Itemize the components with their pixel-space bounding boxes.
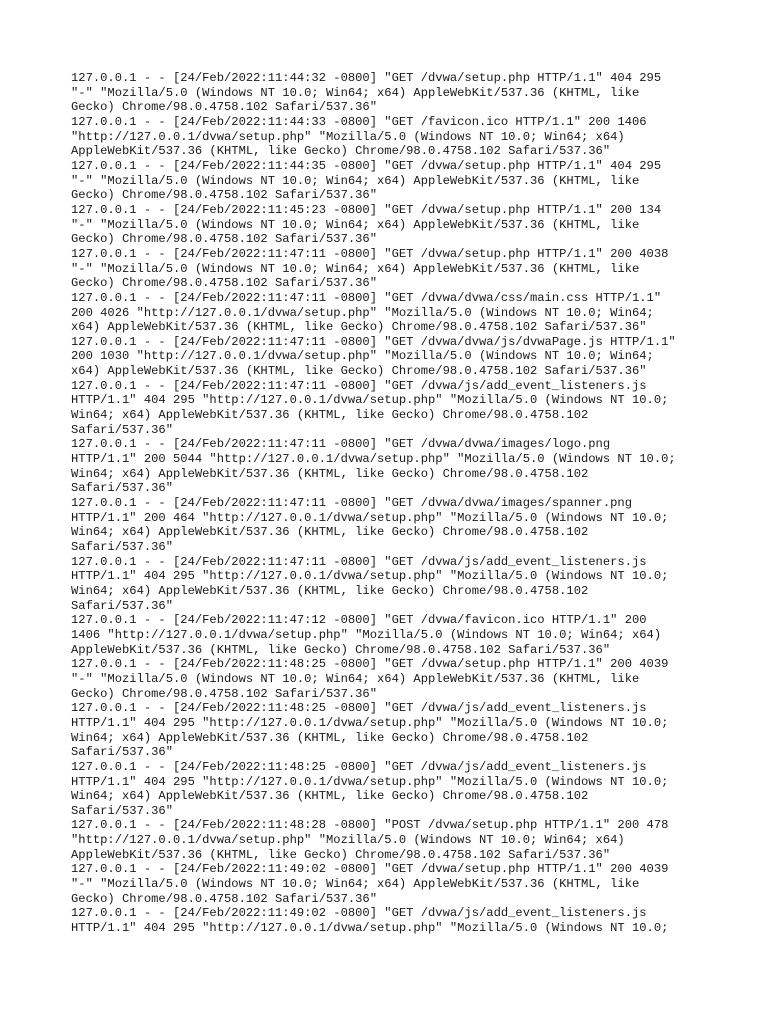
log-line: 127.0.0.1 - - [24/Feb/2022:11:45:23 -0800] "GET /dvwa/setup.php HTTP/1.1" 200 134 xyxy=(71,202,662,217)
log-line: "-" "Mozilla/5.0 (Windows NT 10.0; Win64; x64) AppleWebKit/537.36 (KHTML, like xyxy=(71,877,640,892)
log-line: "http://127.0.0.1/dvwa/setup.php" "Mozilla/5.0 (Windows NT 10.0; Win64; x64) xyxy=(71,833,625,848)
log-line: 127.0.0.1 - - [24/Feb/2022:11:49:02 -0800] "GET /dvwa/js/add_event_listeners.js xyxy=(71,906,647,921)
log-line: HTTP/1.1" 404 295 "http://127.0.0.1/dvwa/setup.php" "Mozilla/5.0 (Windows NT 10.0; xyxy=(71,393,669,408)
log-line: 127.0.0.1 - - [24/Feb/2022:11:47:11 -0800] "GET /dvwa/js/add_event_listeners.js xyxy=(71,554,647,569)
log-line: HTTP/1.1" 404 295 "http://127.0.0.1/dvwa/setup.php" "Mozilla/5.0 (Windows NT 10.0; xyxy=(71,921,669,936)
log-line: 127.0.0.1 - - [24/Feb/2022:11:44:32 -0800] "GET /dvwa/setup.php HTTP/1.1" 404 295 xyxy=(71,71,662,85)
log-line: 127.0.0.1 - - [24/Feb/2022:11:44:33 -0800] "GET /favicon.ico HTTP/1.1" 200 1406 xyxy=(71,114,647,129)
log-line: Win64; x64) AppleWebKit/537.36 (KHTML, like Gecko) Chrome/98.0.4758.102 xyxy=(71,525,589,540)
log-line: Gecko) Chrome/98.0.4758.102 Safari/537.36" xyxy=(71,686,377,701)
log-line: 127.0.0.1 - - [24/Feb/2022:11:47:11 -0800] "GET /dvwa/js/add_event_listeners.js xyxy=(71,378,647,393)
log-line: Safari/537.36" xyxy=(71,422,173,437)
log-line: 127.0.0.1 - - [24/Feb/2022:11:48:25 -0800] "GET /dvwa/js/add_event_listeners.js xyxy=(71,759,647,774)
log-line: HTTP/1.1" 404 295 "http://127.0.0.1/dvwa/setup.php" "Mozilla/5.0 (Windows NT 10.0; xyxy=(71,774,669,789)
log-line: Win64; x64) AppleWebKit/537.36 (KHTML, like Gecko) Chrome/98.0.4758.102 xyxy=(71,789,589,804)
log-line: 127.0.0.1 - - [24/Feb/2022:11:47:11 -0800] "GET /dvwa/dvwa/images/spanner.png xyxy=(71,496,632,511)
log-line: HTTP/1.1" 200 464 "http://127.0.0.1/dvwa/setup.php" "Mozilla/5.0 (Windows NT 10.0; xyxy=(71,510,669,525)
log-line: 200 1030 "http://127.0.0.1/dvwa/setup.php" "Mozilla/5.0 (Windows NT 10.0; Win64; xyxy=(71,349,654,364)
log-line: Safari/537.36" xyxy=(71,481,173,496)
log-line: 200 4026 "http://127.0.0.1/dvwa/setup.php" "Mozilla/5.0 (Windows NT 10.0; Win64; xyxy=(71,305,654,320)
log-line: 1406 "http://127.0.0.1/dvwa/setup.php" "Mozilla/5.0 (Windows NT 10.0; Win64; x64) xyxy=(71,627,662,642)
log-line: 127.0.0.1 - - [24/Feb/2022:11:47:12 -0800] "GET /dvwa/favicon.ico HTTP/1.1" 200 xyxy=(71,613,647,628)
log-line: Win64; x64) AppleWebKit/537.36 (KHTML, like Gecko) Chrome/98.0.4758.102 xyxy=(71,466,589,481)
log-line: x64) AppleWebKit/537.36 (KHTML, like Gecko) Chrome/98.0.4758.102 Safari/537.36" xyxy=(71,320,647,335)
log-line: "http://127.0.0.1/dvwa/setup.php" "Mozilla/5.0 (Windows NT 10.0; Win64; x64) xyxy=(71,129,625,144)
log-line: 127.0.0.1 - - [24/Feb/2022:11:49:02 -0800] "GET /dvwa/setup.php HTTP/1.1" 200 4039 xyxy=(71,862,669,877)
log-line: 127.0.0.1 - - [24/Feb/2022:11:47:11 -0800] "GET /dvwa/dvwa/css/main.css HTTP/1.1" xyxy=(71,290,662,305)
log-line: x64) AppleWebKit/537.36 (KHTML, like Gecko) Chrome/98.0.4758.102 Safari/537.36" xyxy=(71,364,647,379)
log-lines xyxy=(71,71,711,936)
log-line: 127.0.0.1 - - [24/Feb/2022:11:47:11 -0800] "GET /dvwa/dvwa/js/dvwaPage.js HTTP/1.1" xyxy=(71,334,676,349)
log-line: 127.0.0.1 - - [24/Feb/2022:11:47:11 -0800] "GET /dvwa/dvwa/images/logo.png xyxy=(71,437,611,452)
log-line: Safari/537.36" xyxy=(71,803,173,818)
access-log-document xyxy=(71,71,711,936)
log-line: "-" "Mozilla/5.0 (Windows NT 10.0; Win64; x64) AppleWebKit/537.36 (KHTML, like xyxy=(71,217,640,232)
log-line: 127.0.0.1 - - [24/Feb/2022:11:48:28 -0800] "POST /dvwa/setup.php HTTP/1.1" 200 478 xyxy=(71,818,669,833)
log-line: AppleWebKit/537.36 (KHTML, like Gecko) Chrome/98.0.4758.102 Safari/537.36" xyxy=(71,642,611,657)
log-line: Win64; x64) AppleWebKit/537.36 (KHTML, like Gecko) Chrome/98.0.4758.102 xyxy=(71,583,589,598)
log-line: "-" "Mozilla/5.0 (Windows NT 10.0; Win64; x64) AppleWebKit/537.36 (KHTML, like xyxy=(71,261,640,276)
log-line: Gecko) Chrome/98.0.4758.102 Safari/537.36" xyxy=(71,188,377,203)
log-line: Gecko) Chrome/98.0.4758.102 Safari/537.36" xyxy=(71,100,377,115)
log-line: "-" "Mozilla/5.0 (Windows NT 10.0; Win64; x64) AppleWebKit/537.36 (KHTML, like xyxy=(71,671,640,686)
log-line: Safari/537.36" xyxy=(71,598,173,613)
log-line: "-" "Mozilla/5.0 (Windows NT 10.0; Win64; x64) AppleWebKit/537.36 (KHTML, like xyxy=(71,85,640,100)
log-line: Gecko) Chrome/98.0.4758.102 Safari/537.36" xyxy=(71,276,377,291)
log-line: 127.0.0.1 - - [24/Feb/2022:11:48:25 -0800] "GET /dvwa/setup.php HTTP/1.1" 200 4039 xyxy=(71,657,669,672)
log-line: Safari/537.36" xyxy=(71,540,173,554)
log-line: "-" "Mozilla/5.0 (Windows NT 10.0; Win64; x64) AppleWebKit/537.36 (KHTML, like xyxy=(71,173,640,188)
log-line: HTTP/1.1" 404 295 "http://127.0.0.1/dvwa/setup.php" "Mozilla/5.0 (Windows NT 10.0; xyxy=(71,569,669,584)
log-line: Safari/537.36" xyxy=(71,745,173,760)
log-line: AppleWebKit/537.36 (KHTML, like Gecko) Chrome/98.0.4758.102 Safari/537.36" xyxy=(71,144,611,159)
log-line: 127.0.0.1 - - [24/Feb/2022:11:44:35 -0800] "GET /dvwa/setup.php HTTP/1.1" 404 295 xyxy=(71,158,662,173)
log-line: 127.0.0.1 - - [24/Feb/2022:11:48:25 -0800] "GET /dvwa/js/add_event_listeners.js xyxy=(71,701,647,716)
log-line: Win64; x64) AppleWebKit/537.36 (KHTML, like Gecko) Chrome/98.0.4758.102 xyxy=(71,730,589,745)
log-line: HTTP/1.1" 404 295 "http://127.0.0.1/dvwa/setup.php" "Mozilla/5.0 (Windows NT 10.0; xyxy=(71,715,669,730)
log-line: HTTP/1.1" 200 5044 "http://127.0.0.1/dvwa/setup.php" "Mozilla/5.0 (Windows NT 10.0; xyxy=(71,452,676,467)
log-line: Gecko) Chrome/98.0.4758.102 Safari/537.36" xyxy=(71,232,377,247)
log-line: Win64; x64) AppleWebKit/537.36 (KHTML, like Gecko) Chrome/98.0.4758.102 xyxy=(71,408,589,423)
log-line: AppleWebKit/537.36 (KHTML, like Gecko) Chrome/98.0.4758.102 Safari/537.36" xyxy=(71,847,611,862)
log-line: 127.0.0.1 - - [24/Feb/2022:11:47:11 -0800] "GET /dvwa/setup.php HTTP/1.1" 200 4038 xyxy=(71,246,669,261)
log-line: Gecko) Chrome/98.0.4758.102 Safari/537.36" xyxy=(71,891,377,906)
